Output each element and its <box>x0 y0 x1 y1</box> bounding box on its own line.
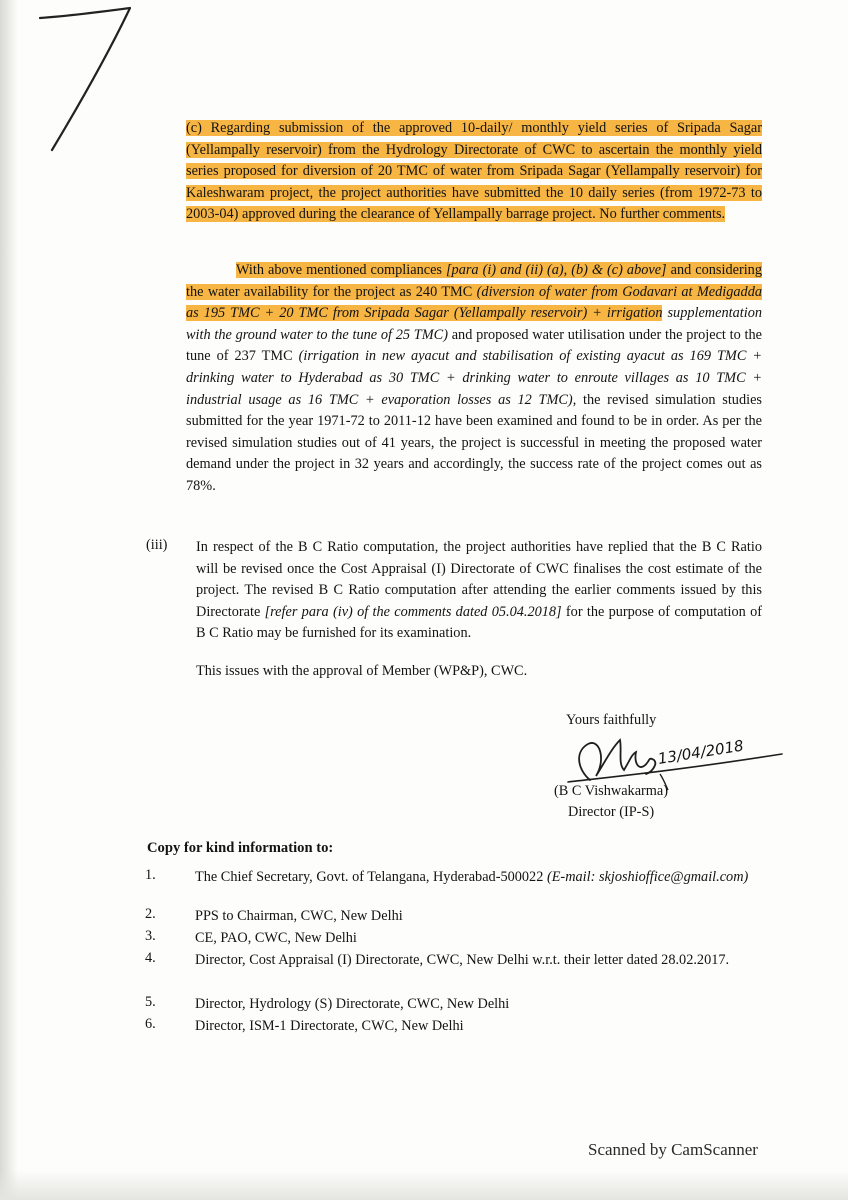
para-iii-s1: In respect of the B C Ratio computation, the project authorities have replied that the B C Ratio will be revised once the Cost Appraisal (I) Directorate of CWC finalises the cost estimate of the project. The revised B C Ratio computation after attending the earlier comments issued by this Directorate <box>196 539 762 620</box>
scan-bottom-shadow <box>0 1170 848 1200</box>
list-item-number: 1. <box>145 867 156 883</box>
para-iii-s1-italic: [refer para (iv) of the comments dated 05.04.2018] <box>264 603 562 620</box>
compliance-s2-italic: (diversion of water from Godavari at Medigadda as 195 TMC + 20 TMC from Sripada Sagar (Yellampally reservoir) + irrigation <box>186 283 762 322</box>
scanner-watermark: Scanned by CamScanner <box>588 1140 758 1159</box>
compliance-s1: With above mentioned compliances <box>236 262 446 278</box>
list-item-text: The Chief Secretary, Govt. of Telangana, Hyderabad-500022 <box>195 869 547 885</box>
compliance-s2: and considering the water availability for the project as 240 TMC <box>186 262 762 300</box>
list-item-text: Director, ISM-1 Directorate, CWC, New Delhi <box>195 1018 464 1034</box>
list-item-number: 2. <box>145 906 156 922</box>
para-iii-s2: for the purpose of computation of B C Ratio may be furnished for its examination. <box>196 603 762 642</box>
list-item-number: 3. <box>145 928 156 944</box>
para-iii-number: (iii) <box>146 537 168 553</box>
copy-heading: Copy for kind information to: <box>147 840 334 856</box>
compliance-s1-italic: [para (i) and (ii) (a), (b) & (c) above] <box>445 262 667 278</box>
list-item-number: 6. <box>145 1016 156 1032</box>
list-item-number: 4. <box>145 950 156 966</box>
closing-salutation: Yours faithfully <box>566 712 657 728</box>
list-item-text: CE, PAO, CWC, New Delhi <box>195 930 357 946</box>
handwritten-date: 13/04/2018 <box>656 736 745 768</box>
list-item-text: Director, Hydrology (S) Directorate, CWC, New Delhi <box>195 996 510 1012</box>
signatory-designation: Director (IP-S) <box>568 804 655 820</box>
compliance-s4-italic: (irrigation in new ayacut and stabilisation of existing ayacut as 169 TMC + drinking water to Hyderabad as 30 TMC + drinking water to enroute villages as 10 TMC + industrial usage as 16 TMC + evaporation losses as 12 TMC) <box>186 348 762 408</box>
compliance-s3-italic: supplementation with the ground water to the tune of 25 TMC) <box>186 305 762 343</box>
signature-block <box>554 712 798 827</box>
approval-line: This issues with the approval of Member (WP&P), CWC. <box>196 663 528 679</box>
para-iii <box>196 537 762 645</box>
signatory-name: (B C Vishwakarma) <box>554 783 669 799</box>
list-item-text: Director, Cost Appraisal (I) Directorate, CWC, New Delhi w.r.t. their letter dated 28.02.2017. <box>195 952 730 968</box>
scan-left-shadow <box>0 0 18 1200</box>
compliance-paragraph <box>186 260 762 498</box>
list-item-number: 5. <box>145 994 156 1010</box>
list-item-text: PPS to Chairman, CWC, New Delhi <box>195 908 403 924</box>
handwritten-page-number <box>30 0 150 160</box>
list-item-email: (E-mail: skjoshioffice@gmail.com) <box>546 869 749 885</box>
para-c <box>186 118 762 226</box>
para-c-text: (c) Regarding submission of the approved 10-daily/ monthly yield series of Sripada Sagar (Yellampally reservoir) from the Hydrology Directorate of CWC to ascertain the monthly yield series proposed for diversion of 20 TMC of water from Sripada Sagar (Yellampally reservoir) for Kaleshwaram project, the project authorities have submitted the 10 daily series (from 1972-73 to 2003-04) approved during the clearance of Yellampally barrage project. No further comments. <box>186 120 762 223</box>
compliance-s4: and proposed water utilisation under the project to the tune of 237 TMC <box>186 326 762 365</box>
compliance-s5: , the revised simulation studies submitted for the year 1971-72 to 2011-12 have been examined and found to be in order. As per the revised simulation studies out of 41 years, the project is successful in meeting the proposed water demand under the project in 32 years and accordingly, the success rate of the project comes out as 78%. <box>186 391 762 494</box>
